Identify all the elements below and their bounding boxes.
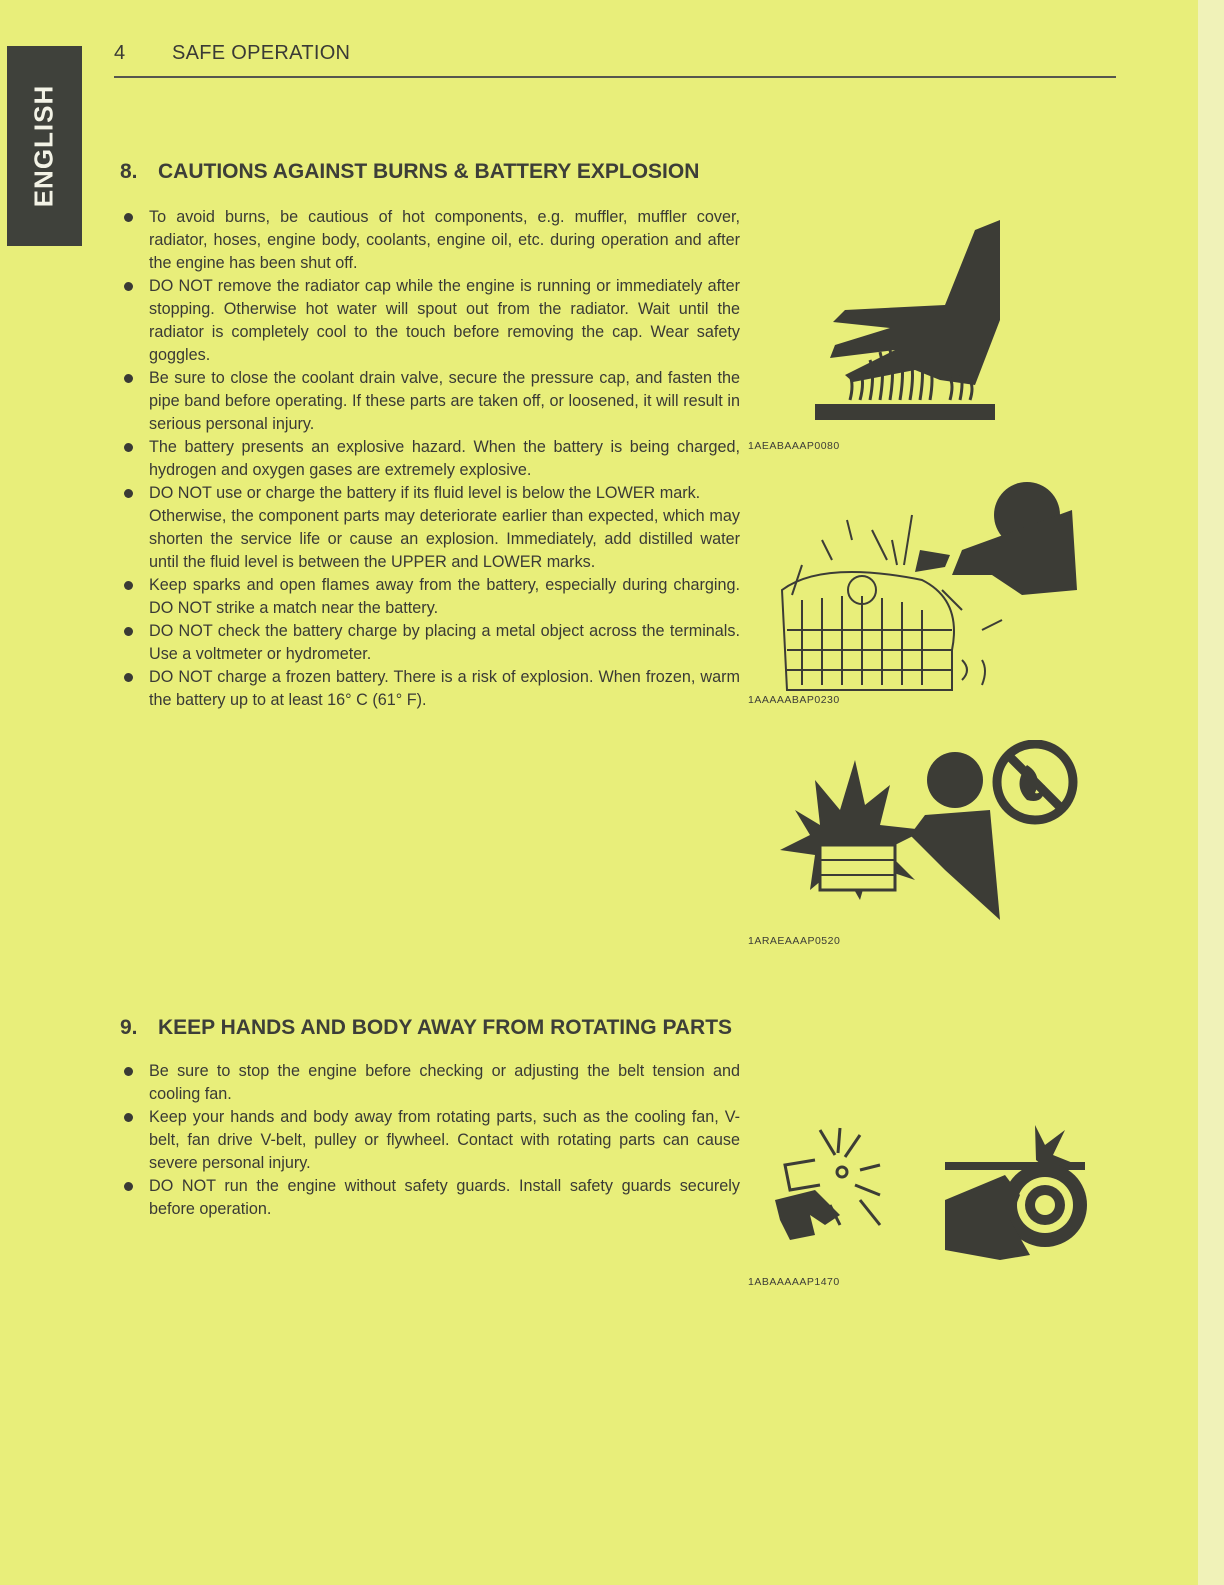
section-9-title: KEEP HANDS AND BODY AWAY FROM ROTATING PARTS [158, 1016, 733, 1039]
hot-surface-hand-icon [805, 210, 1005, 435]
figure-caption: 1AEABAAAP0080 [748, 440, 840, 452]
list-item: Be sure to close the coolant drain valve, secure the pressure cap, and fasten the pipe band before operating. If these parts are taken off, or loosened, it will result in serious personal injury. [122, 367, 740, 436]
list-item: Keep your hands and body away from rotating parts, such as the cooling fan, V-belt, fan drive V-belt, pulley or flywheel. Contact with rotating parts can cause severe personal injury. [122, 1106, 740, 1175]
list-item: The battery presents an explosive hazard. When the battery is being charged, hydrogen and oxygen gases are extremely explosive. [122, 436, 740, 482]
list-item: Be sure to stop the engine before checking or adjusting the belt tension and cooling fan. [122, 1060, 740, 1106]
list-item: DO NOT run the engine without safety guards. Install safety guards securely before operation. [122, 1175, 740, 1221]
section-8-title: CAUTIONS AGAINST BURNS & BATTERY EXPLOSION [158, 160, 700, 183]
section-8-bullet-list [122, 206, 740, 712]
section-8-heading [120, 160, 699, 184]
page-edge [1198, 0, 1224, 1585]
section-9-bullet-list [122, 1060, 740, 1221]
language-tab-label: ENGLISH [28, 84, 59, 208]
list-item: DO NOT remove the radiator cap while the engine is running or immediately after stopping. Otherwise hot water will spout out from the radiator. Wait until the radiator is completely cool to the touch before removing the cap. Wear safety goggles. [122, 275, 740, 367]
pulley-hand-icon [945, 1120, 1095, 1265]
list-item: DO NOT charge a frozen battery. There is a risk of explosion. When frozen, warm the battery up to at least 16° C (61° F). [122, 666, 740, 712]
rotating-fan-hand-icon [770, 1120, 890, 1245]
figure-caption: 1ARAEAAAP0520 [748, 935, 841, 947]
section-9-heading [120, 1016, 732, 1040]
list-item-text: DO NOT use or charge the battery if its fluid level is below the LOWER mark. [149, 484, 701, 502]
battery-explosion-icon [775, 740, 1085, 925]
list-item [122, 482, 740, 574]
list-item: DO NOT check the battery charge by placing a metal object across the terminals. Use a voltmeter or hydrometer. [122, 620, 740, 666]
list-item-continuation: Otherwise, the component parts may deteriorate earlier than expected, which may shorten the service life or cause an explosion. Immediately, add distilled water until the fluid level is between the UPPER and LOWER marks. [149, 507, 740, 571]
list-item: To avoid burns, be cautious of hot components, e.g. muffler, muffler cover, radiator, hoses, engine body, coolants, engine oil, etc. during operation and after the engine has been shut off. [122, 206, 740, 275]
language-tab [7, 46, 82, 246]
radiator-steam-icon [762, 480, 1082, 705]
section-8-number: 8. [120, 160, 138, 183]
figure-caption: 1AAAAABAP0230 [748, 694, 840, 706]
list-item: Keep sparks and open flames away from the battery, especially during charging. DO NOT strike a match near the battery. [122, 574, 740, 620]
figure-caption: 1ABAAAAAP1470 [748, 1276, 840, 1288]
page-number: 4 [114, 42, 126, 64]
page-header [114, 42, 1116, 78]
header-section-title: SAFE OPERATION [172, 42, 351, 64]
section-9-number: 9. [120, 1016, 138, 1039]
